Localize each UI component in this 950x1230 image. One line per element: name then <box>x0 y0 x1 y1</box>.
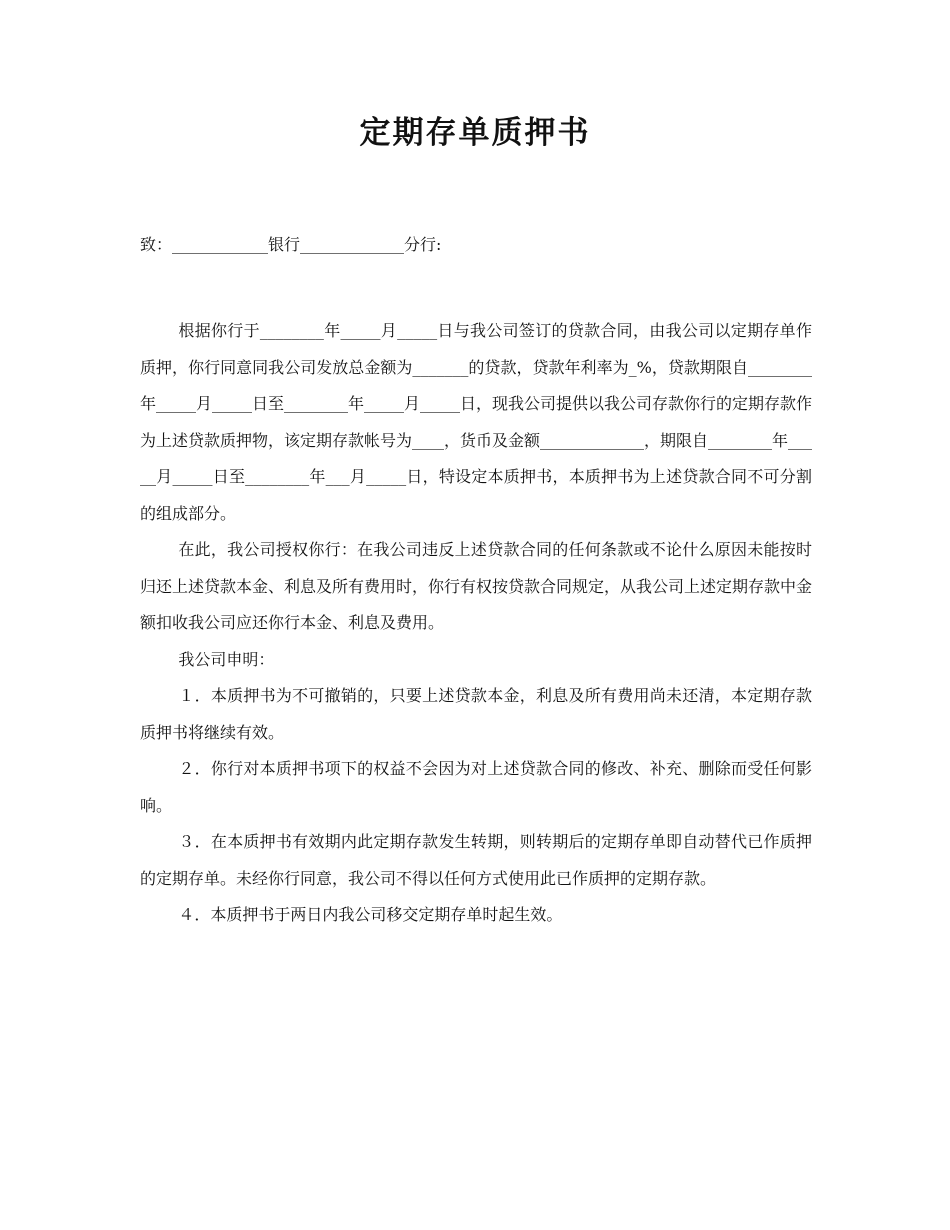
declaration-item-1: １．本质押书为不可撤销的，只要上述贷款本金，利息及所有费用尚未还清，本定期存款质押书将继续有效。 <box>140 686 812 742</box>
declaration-item-2: ２．你行对本质押书项下的权益不会因为对上述贷款合同的修改、补充、删除而受任何影响。 <box>140 759 812 815</box>
addressee-line: 致：____________银行_____________分行: <box>140 235 442 254</box>
declaration-item-4: ４．本质押书于两日内我公司移交定期存单时起生效。 <box>178 905 563 924</box>
document-body <box>140 313 812 934</box>
declaration-item-3: ３．在本质押书有效期内此定期存款发生转期，则转期后的定期存单即自动替代已作质押的定期存单。未经你行同意，我公司不得以任何方式使用此已作质押的定期存款。 <box>140 832 812 888</box>
paragraph-authorization: 在此，我公司授权你行：在我公司违反上述贷款合同的任何条款或不论什么原因未能按时归还上述贷款本金、利息及所有费用时，你行有权按贷款合同规定，从我公司上述定期存款中金额扣收我公司应还你行本金、利息及费用。 <box>140 540 813 632</box>
document-title: 定期存单质押书 <box>359 115 591 151</box>
paragraph-declaration-heading: 我公司申明： <box>178 649 275 669</box>
paragraph-loan-terms: 根据你行于________年_____月_____日与我公司签订的贷款合同，由我公司以定期存单作质押，你行同意同我公司发放总金额为_______的贷款，贷款年利率为_%，贷款期限自________年_____月_____日至________年_____月_____日，现我公司提供以我公司存款你行的定期存款作为上述贷款质押物，该定期存款帐号为____，货币及金额_____________，期限自________年_____月_____日至________年___月_____日，特设定本质押书，本质押书为上述贷款合同不可分割的组成部分。 <box>140 321 813 523</box>
